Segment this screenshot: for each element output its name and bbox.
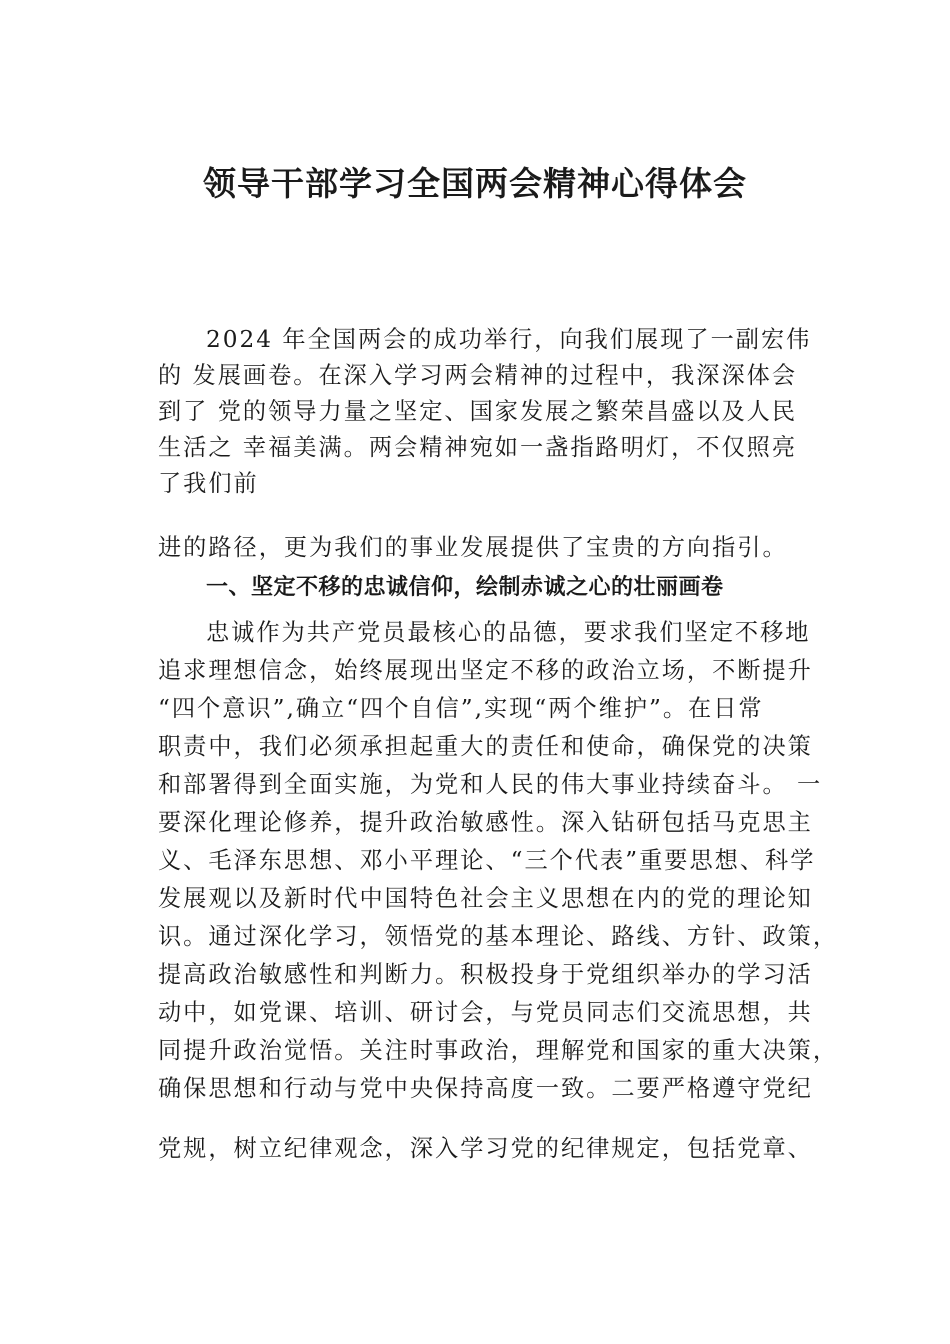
section-line-6: 要深化理论修养，提升政治敏感性。深入钻研包括马克思主 xyxy=(158,809,813,836)
section-line-11: 动中，如党课、培训、研讨会，与党员同志们交流思想，共 xyxy=(158,999,813,1026)
intro-line-3: 到了 党的领导力量之坚定、国家发展之繁荣昌盛以及人民 xyxy=(158,398,798,425)
intro-line-4: 生活之 幸福美满。两会精神宛如一盏指路明灯，不仅照亮 xyxy=(158,434,798,461)
section-line-2: 追求理想信念，始终展现出坚定不移的政治立场，不断提升 xyxy=(158,657,813,684)
section-line-10: 提高政治敏感性和判断力。积极投身于党组织举办的学习活 xyxy=(158,961,813,988)
intro-line-2: 的 发展画卷。在深入学习两会精神的过程中，我深深体会 xyxy=(158,362,798,389)
section-line-9: 识。通过深化学习，领悟党的基本理论、路线、方针、政策， xyxy=(158,923,839,950)
section-line-8: 发展观以及新时代中国特色社会主义思想在内的党的理论知 xyxy=(158,885,813,912)
section-line-13: 确保思想和行动与党中央保持高度一致。二要严格遵守党纪 xyxy=(158,1075,813,1102)
section-line-5: 和部署得到全面实施，为党和人民的伟大事业持续奋斗。 一 xyxy=(158,771,823,798)
intro-line-1: 2024 年全国两会的成功举行，向我们展现了一副宏伟 xyxy=(206,326,812,353)
intro-line-5: 了我们前 xyxy=(158,470,259,497)
section-line-3: “四个意识”,确立“四个自信”,实现“两个维护”。在日常 xyxy=(158,695,764,722)
section-line-4: 职责中，我们必须承担起重大的责任和使命，确保党的决策 xyxy=(158,733,813,760)
section-line-1: 忠诚作为共产党员最核心的品德，要求我们坚定不移地 xyxy=(206,619,811,646)
section-line-7: 义、毛泽东思想、邓小平理论、“三个代表”重要思想、科学 xyxy=(158,847,816,874)
document-title: 领导干部学习全国两会精神心得体会 xyxy=(203,164,747,203)
section-line-14: 党规，树立纪律观念，深入学习党的纪律规定，包括党章、 xyxy=(158,1135,813,1162)
intro-line-6: 进的路径，更为我们的事业发展提供了宝贵的方向指引。 xyxy=(158,534,788,561)
section-line-12: 同提升政治觉悟。关注时事政治，理解党和国家的重大决策， xyxy=(158,1037,839,1064)
section-heading: 一、坚定不移的忠诚信仰，绘制赤诚之心的壮丽画卷 xyxy=(206,575,724,600)
